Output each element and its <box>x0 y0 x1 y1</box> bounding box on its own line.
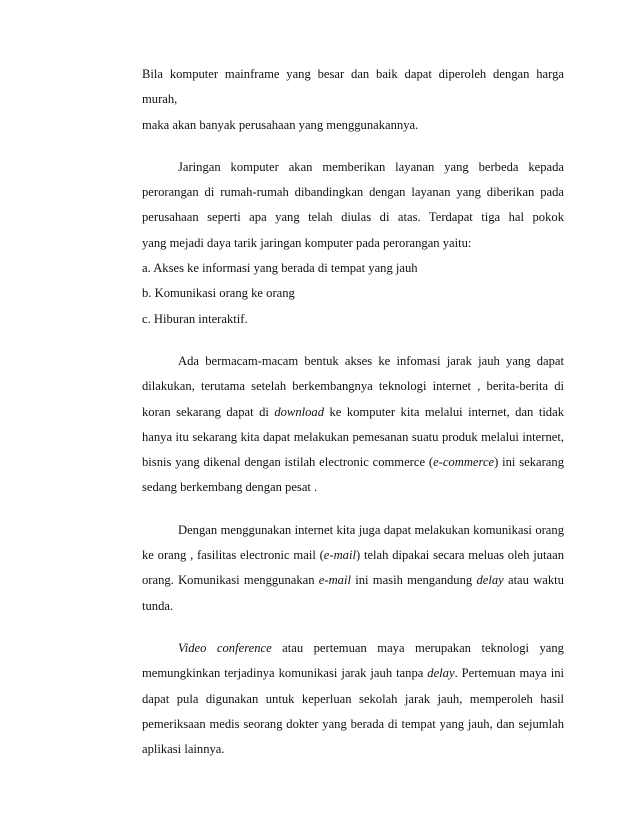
text-run: ) ini sekarang <box>494 455 564 470</box>
paragraph-line <box>142 400 564 425</box>
list-item: b. Komunikasi orang ke orang <box>142 286 295 301</box>
document-page <box>142 62 564 762</box>
text-run: memungkinkan terjadinya komunikasi jarak jauh tanpa <box>142 666 428 681</box>
paragraph-gap <box>142 138 564 155</box>
text-run: ke komputer kita melalui internet, dan tidak <box>324 404 564 419</box>
italic-term: Video conference <box>178 640 272 655</box>
paragraph-line: yang mejadi daya tarik jaringan komputer pada perorangan yaitu: <box>142 235 472 250</box>
paragraph-line: dapat pula digunakan untuk keperluan sekolah jarak jauh, memperoleh hasil <box>142 691 564 706</box>
paragraph-line: maka akan banyak perusahaan yang menggunakannya. <box>142 117 419 132</box>
paragraph-line: Jaringan komputer akan memberikan layanan yang berbeda kepada <box>178 159 564 174</box>
text-run: orang. Komunikasi menggunakan <box>142 573 319 588</box>
italic-term: download <box>274 404 325 419</box>
list-item: c. Hiburan interaktif. <box>142 311 248 326</box>
paragraph-line: aplikasi lainnya. <box>142 742 225 757</box>
paragraph-line <box>142 636 564 661</box>
italic-term: e-mail <box>323 548 356 563</box>
paragraph-line: sedang berkembang dengan pesat . <box>142 480 318 495</box>
italic-term: delay <box>427 666 455 681</box>
text-run: ke orang , fasilitas electronic mail ( <box>142 548 324 563</box>
paragraph-line: tunda. <box>142 598 174 613</box>
text-run: . Pertemuan maya ini <box>454 666 564 681</box>
paragraph-gap <box>142 619 564 636</box>
paragraph-gap <box>142 332 564 349</box>
text-run: ini masih mengandung <box>350 573 477 588</box>
italic-term: e-mail <box>318 573 351 588</box>
paragraph-gap <box>142 501 564 518</box>
paragraph-line: pemeriksaan medis seorang dokter yang berada di tempat yang jauh, dan sejumlah <box>142 716 564 731</box>
text-run: bisnis yang dikenal dengan istilah electronic commerce ( <box>142 455 434 470</box>
paragraph-line <box>142 568 564 593</box>
paragraph-line: perorangan di rumah-rumah dibandingkan dengan layanan yang diberikan pada <box>142 185 564 200</box>
paragraph-line <box>142 543 564 568</box>
paragraph-line <box>142 450 564 475</box>
paragraph-line: dilakukan, terutama setelah berkembangnya teknologi internet , berita-berita di <box>142 379 564 394</box>
paragraph-line: Ada bermacam-macam bentuk akses ke infomasi jarak jauh yang dapat <box>178 353 564 368</box>
list-item: a. Akses ke informasi yang berada di tempat yang jauh <box>142 261 418 276</box>
text-run: atau pertemuan maya merupakan teknologi yang <box>271 640 564 655</box>
text-run: koran sekarang dapat di <box>142 404 275 419</box>
paragraph-line <box>142 661 564 686</box>
paragraph-line: hanya itu sekarang kita dapat melakukan pemesanan suatu produk melalui internet, <box>142 429 564 444</box>
paragraph-line: Bila komputer mainframe yang besar dan baik dapat diperoleh dengan harga murah, <box>142 67 564 107</box>
text-run: atau waktu <box>503 573 564 588</box>
italic-term: e-commerce <box>433 455 495 470</box>
text-run: ) telah dipakai secara meluas oleh jutaan <box>355 548 564 563</box>
paragraph-line: Dengan menggunakan internet kita juga dapat melakukan komunikasi orang <box>178 522 564 537</box>
paragraph-line: perusahaan seperti apa yang telah diulas di atas. Terdapat tiga hal pokok <box>142 210 564 225</box>
italic-term: delay <box>476 573 504 588</box>
